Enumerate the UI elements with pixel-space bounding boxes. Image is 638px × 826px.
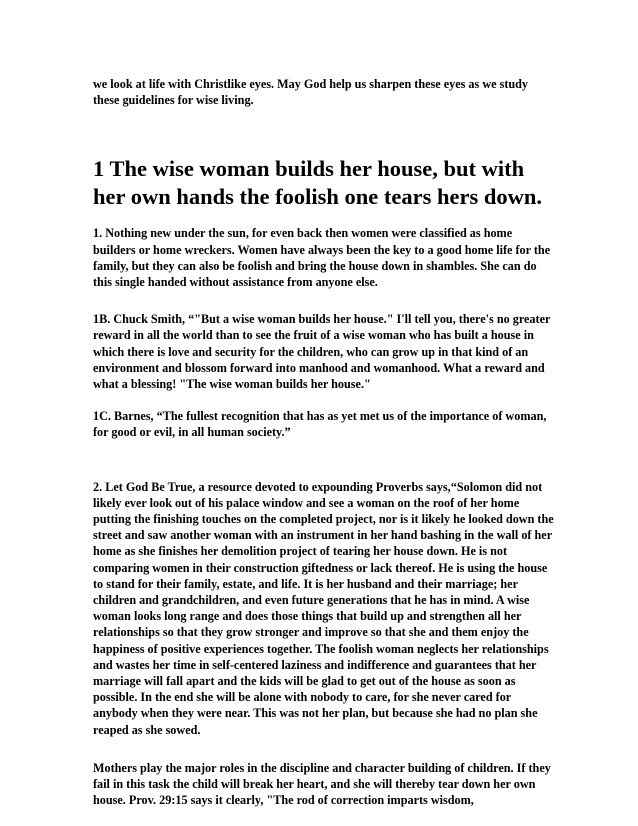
paragraph-mothers: Mothers play the major roles in the discipline and character building of children. If they fail in this task the child will break her heart, and she will thereby tear down her own house. Prov. 29:15 says it clearly, "The rod of correction imparts wisdom, (93, 760, 551, 808)
paragraph-let-god-be-true: 2. Let God Be True, a resource devoted to expounding Proverbs says,“Solomon did not likely ever look out of his palace window and see a woman on the roof of her home putting the finishing touches on the completed project, nor is it likely he looked down the street and saw another woman with an instrument in her hand bashing in the wall of her home as she finishes her demolition project of tearing her house down. He is not comparing women in their construction giftedness or lack thereof. He is using the house to stand for their family, estate, and life. It is her husband and their marriage; her children and grandchildren, and even future generations that he has in mind. A wise woman looks long range and does those things that build up and strengthen all her relationships so that they grow stronger and improve so that she and them enjoy the happiness of positive experiences together. The foolish woman neglects her relationships and wastes her time in self-centered laziness and indifference and guarantees that her marriage will fall apart and the kids will be glad to get out of the house as soon as possible. In the end she will be alone with nobody to care, for she never cared for anybody when they were near. This was not her plan, but because she had no plan she reaped as she sowed. (93, 479, 554, 737)
section-heading: 1 The wise woman builds her house, but with her own hands the foolish one tears hers down. (93, 156, 543, 210)
paragraph-chuck-smith: 1B. Chuck Smith, “"But a wise woman builds her house." I'll tell you, there's no greater reward in all the world than to see the fruit of a wise woman who has built a house in which there is love and security for the children, who can grow up in that kind of an environment and blossom forward into manhood and womanhood. What a reward and what a blessing! "The wise woman builds her house." (93, 312, 551, 392)
intro-paragraph: we look at life with Christlike eyes. May God help us sharpen these eyes as we study these guidelines for wise living. (93, 77, 529, 108)
paragraph-nothing-new: 1. Nothing new under the sun, for even back then women were classified as home builders or home wreckers. Women have always been the key to a good home life for the family, but they can also be foolish and bring the house down in shambles. She can do this single handed without assistance from anyone else. (93, 226, 551, 290)
document-page (93, 76, 555, 809)
paragraph-barnes: 1C. Barnes, “The fullest recognition that has as yet met us of the importance of woman, for good or evil, in all human society.” (93, 409, 547, 440)
